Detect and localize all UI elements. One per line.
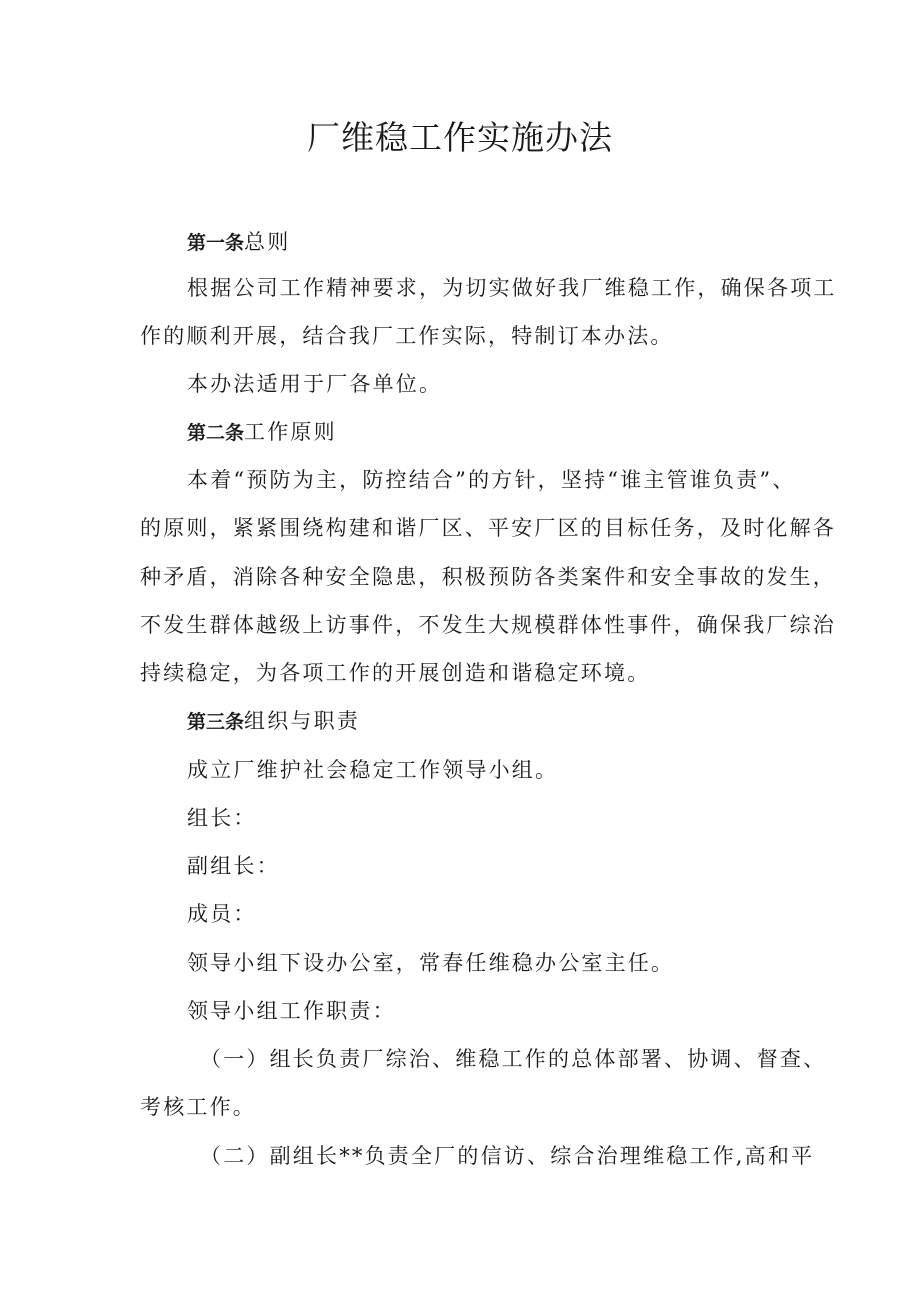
paragraph-line: 作的顺利开展，结合我厂工作实际，特制订本办法。 xyxy=(140,324,674,348)
paragraph-line: 本办法适用于厂各单位。 xyxy=(187,372,443,396)
article-title: 总则 xyxy=(244,230,291,254)
article-title: 工作原则 xyxy=(244,420,337,444)
leader-line: 组长： xyxy=(187,806,257,830)
paragraph-line: 的原则，紧紧围绕构建和谐厂区、平安厂区的目标任务，及时化解各 xyxy=(140,516,836,540)
paragraph-line: 成立厂维护社会稳定工作领导小组。 xyxy=(187,758,559,782)
paragraph-line: 不发生群体越级上访事件，不发生大规模群体性事件，确保我厂综治 xyxy=(140,613,836,637)
section-3-heading xyxy=(187,706,790,737)
document-title: 厂维稳工作实施办法 xyxy=(307,118,613,157)
duty-item: （二）副组长**负责全厂的信访、综合治理维稳工作,高和平 xyxy=(200,1144,815,1168)
vice-leader-line: 副组长： xyxy=(187,854,280,878)
section-2-heading xyxy=(187,417,790,448)
section-1-heading xyxy=(187,227,790,258)
paragraph-line: 考核工作。 xyxy=(140,1095,256,1119)
article-number: 第三条 xyxy=(187,711,245,733)
paragraph-line: 根据公司工作精神要求，为切实做好我厂维稳工作，确保各项工 xyxy=(187,276,837,300)
paragraph-line: 本着“预防为主，防控结合”的方针，坚持“谁主管谁负责”、 xyxy=(187,468,796,492)
paragraph-line: 领导小组下设办公室，常春任维稳办公室主任。 xyxy=(187,951,675,975)
paragraph-line: 持续稳定，为各项工作的开展创造和谐稳定环境。 xyxy=(140,661,651,685)
paragraph-line: 种矛盾，消除各种安全隐患，积极预防各类案件和安全事故的发生， xyxy=(140,565,836,589)
members-line: 成员： xyxy=(187,902,257,926)
duty-item: （一）组长负责厂综治、维稳工作的总体部署、协调、督查、 xyxy=(200,1047,827,1071)
article-number: 第一条 xyxy=(187,232,245,254)
article-number: 第二条 xyxy=(187,422,245,444)
article-title: 组织与职责 xyxy=(244,709,361,733)
paragraph-line: 领导小组工作职责： xyxy=(187,999,396,1023)
